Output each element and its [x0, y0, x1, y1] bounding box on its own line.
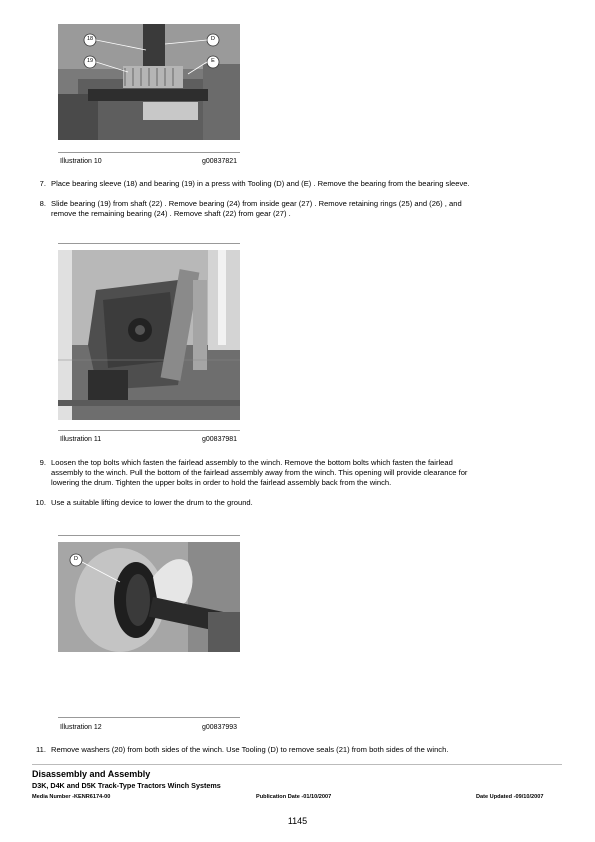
page-number: 1145 [287, 816, 308, 826]
illustration-10-code: g00837821 [202, 158, 238, 165]
step-9-line-2: assembly to the winch. Pull the bottom of the fairlead assembly away from the winch. This opening will provide clearance for [51, 468, 468, 477]
callout-e: E [211, 58, 215, 64]
illustration-12-code: g00837993 [202, 724, 238, 731]
illustration-11-code: g00837981 [202, 436, 238, 443]
step-9-line-1: Loosen the top bolts which fasten the fairlead assembly to the winch. Remove the bottom bolts which fasten the fairlead [51, 458, 453, 467]
illustration-11-caption: Illustration 11 [60, 436, 102, 443]
step-9-line-3: lowering the drum. Tighten the upper bolts in order to hold the fairlead assembly back from the winch. [51, 478, 392, 487]
step-11-text: Remove washers (20) from both sides of the winch. Use Tooling (D) to remove seals (21) from both sides of the winch. [51, 745, 449, 754]
step-10-text: Use a suitable lifting device to lower the drum to the ground. [51, 498, 253, 507]
illustration-11-photo [58, 250, 240, 420]
callout-18: 18 [86, 36, 94, 42]
step-8-number: 8. [39, 199, 46, 208]
step-9-number: 9. [39, 458, 46, 467]
step-11-number: 11. [36, 745, 46, 754]
callout-d-fig12: D [74, 556, 78, 562]
callout-19: 19 [86, 58, 94, 64]
footer-date-updated: Date Updated -09/10/2007 [476, 794, 544, 800]
step-10-number: 10. [35, 498, 46, 507]
step-7-number: 7. [39, 179, 46, 188]
illustration-11-top-rule [58, 243, 240, 244]
illustration-10-rule [58, 152, 240, 153]
footer-media-number: Media Number -KENR6174-00 [32, 794, 111, 800]
footer-publication-date: Publication Date -01/10/2007 [256, 794, 332, 800]
illustration-11-bottom-rule [58, 430, 240, 431]
step-8-line-2: remove the remaining bearing (24) . Remove shaft (22) from gear (27) . [51, 209, 291, 218]
illustration-10-photo [58, 24, 240, 140]
step-7-text: Place bearing sleeve (18) and bearing (19) in a press with Tooling (D) and (E) . Remove the bearing from the bearing sleeve. [51, 179, 470, 188]
callout-d: D [211, 36, 215, 42]
illustration-12-caption: Illustration 12 [60, 724, 102, 731]
step-8-line-1: Slide bearing (19) from shaft (22) . Remove bearing (24) from inside gear (27) . Remove retaining rings (25) and (26) , and [51, 199, 462, 208]
illustration-12-bottom-rule [58, 717, 240, 718]
illustration-12-photo [58, 542, 240, 652]
footer-title: Disassembly and Assembly [32, 769, 151, 779]
footer-subtitle: D3K, D4K and D5K Track-Type Tractors Winch Systems [32, 781, 221, 790]
illustration-12-top-rule [58, 535, 240, 536]
footer-rule [32, 764, 562, 765]
illustration-10-caption: Illustration 10 [60, 158, 102, 165]
